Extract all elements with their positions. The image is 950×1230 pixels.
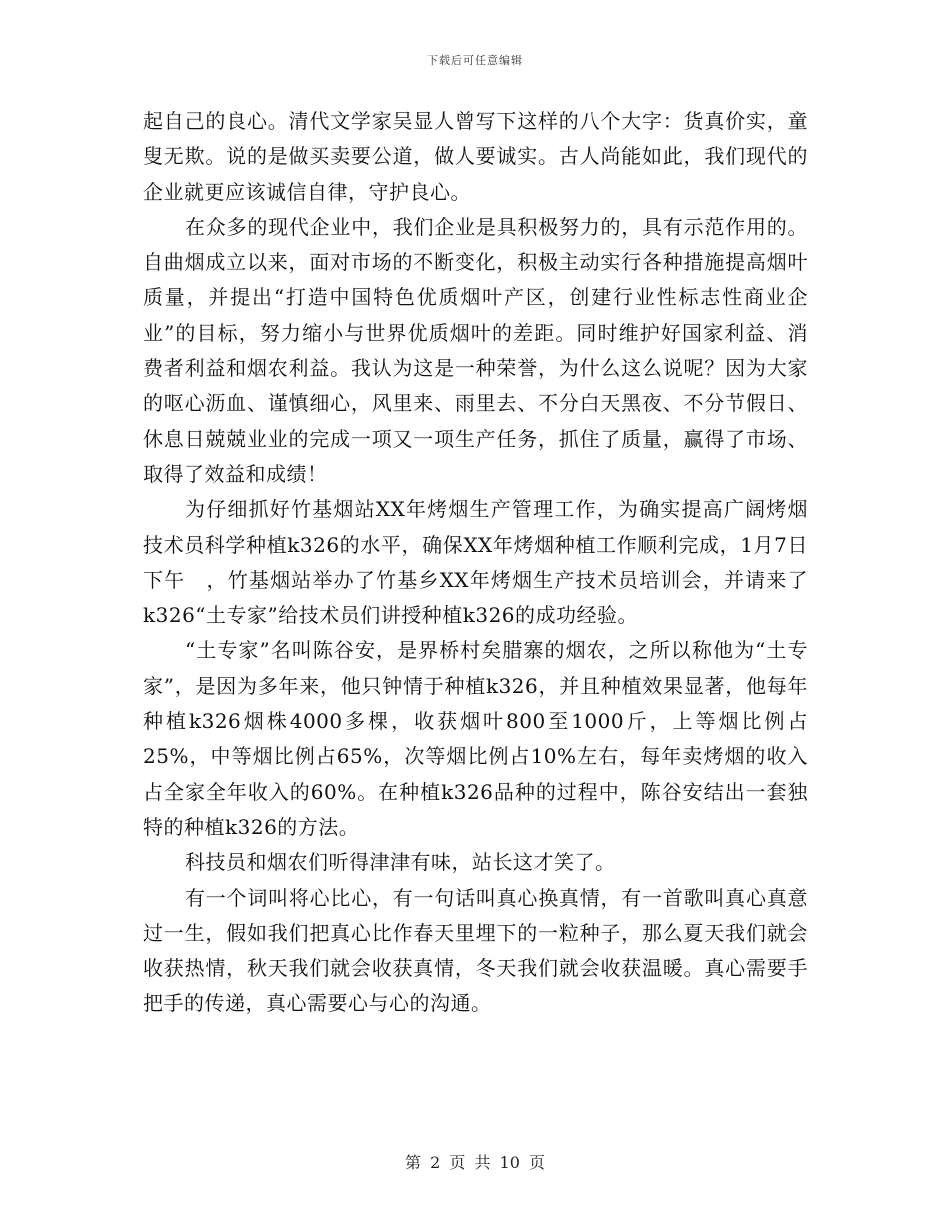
paragraph-3: 为仔细抓好竹基烟站XX年烤烟生产管理工作，为确实提高广阔烤烟技术员科学种植k326的水平，确保XX年烤烟种植工作顺利完成，1月7日下午 ，竹基烟站举办了竹基乡XX年烤烟生产技术员培训会，并请来了k326“土专家”给技术员们讲授种植k326的成功经验。	[143, 497, 808, 628]
document-body	[143, 104, 808, 1022]
paragraph-5: 科技员和烟农们听得津津有味，站长这才笑了。	[185, 850, 616, 875]
paragraph-2: 在众多的现代企业中，我们企业是具积极努力的，具有示范作用的。自曲烟成立以来，面对市场的不断变化，积极主动实行各种措施提高烟叶质量，并提出“打造中国特色优质烟叶产区，创建行业性标志性商业企业”的目标，努力缩小与世界优质烟叶的差距。同时维护好国家利益、消费者利益和烟农利益。我认为这是一种荣誉，为什么这么说呢？因为大家的呕心沥血、谨慎细心，风里来、雨里去、不分白天黑夜、不分节假日、休息日兢兢业业的完成一项又一项生产任务，抓住了质量，赢得了市场、取得了效益和成绩！	[143, 214, 808, 486]
paragraph-1: 起自己的良心。清代文学家吴显人曾写下这样的八个大字：货真价实，童叟无欺。说的是做买卖要公道，做人要诚实。古人尚能如此，我们现代的企业就更应该诚信自律，守护良心。	[143, 109, 808, 204]
paragraph-6: 有一个词叫将心比心，有一句话叫真心换真情，有一首歌叫真心真意过一生，假如我们把真心比作春天里埋下的一粒种子，那么夏天我们就会收获热情，秋天我们就会收获真情，冬天我们就会收获温暖。真心需要手把手的传递，真心需要心与心的沟通。	[143, 885, 808, 1016]
paragraph-4: “土专家”名叫陈谷安，是界桥村矣腊寨的烟农，之所以称他为“土专家”，是因为多年来，他只钟情于种植k326，并且种植效果显著，他每年种植k326烟株4000多棵，收获烟叶800至1000斤，上等烟比例占25%，中等烟比例占65%，次等烟比例占10%左右，每年卖烤烟的收入占全家全年收入的60%。在种植k326品种的过程中，陈谷安结出一套独特的种植k326的方法。	[143, 638, 808, 839]
page-number-footer: 第 2 页 共 10 页	[405, 1153, 545, 1172]
page-header-note: 下载后可任意编辑	[427, 54, 523, 67]
